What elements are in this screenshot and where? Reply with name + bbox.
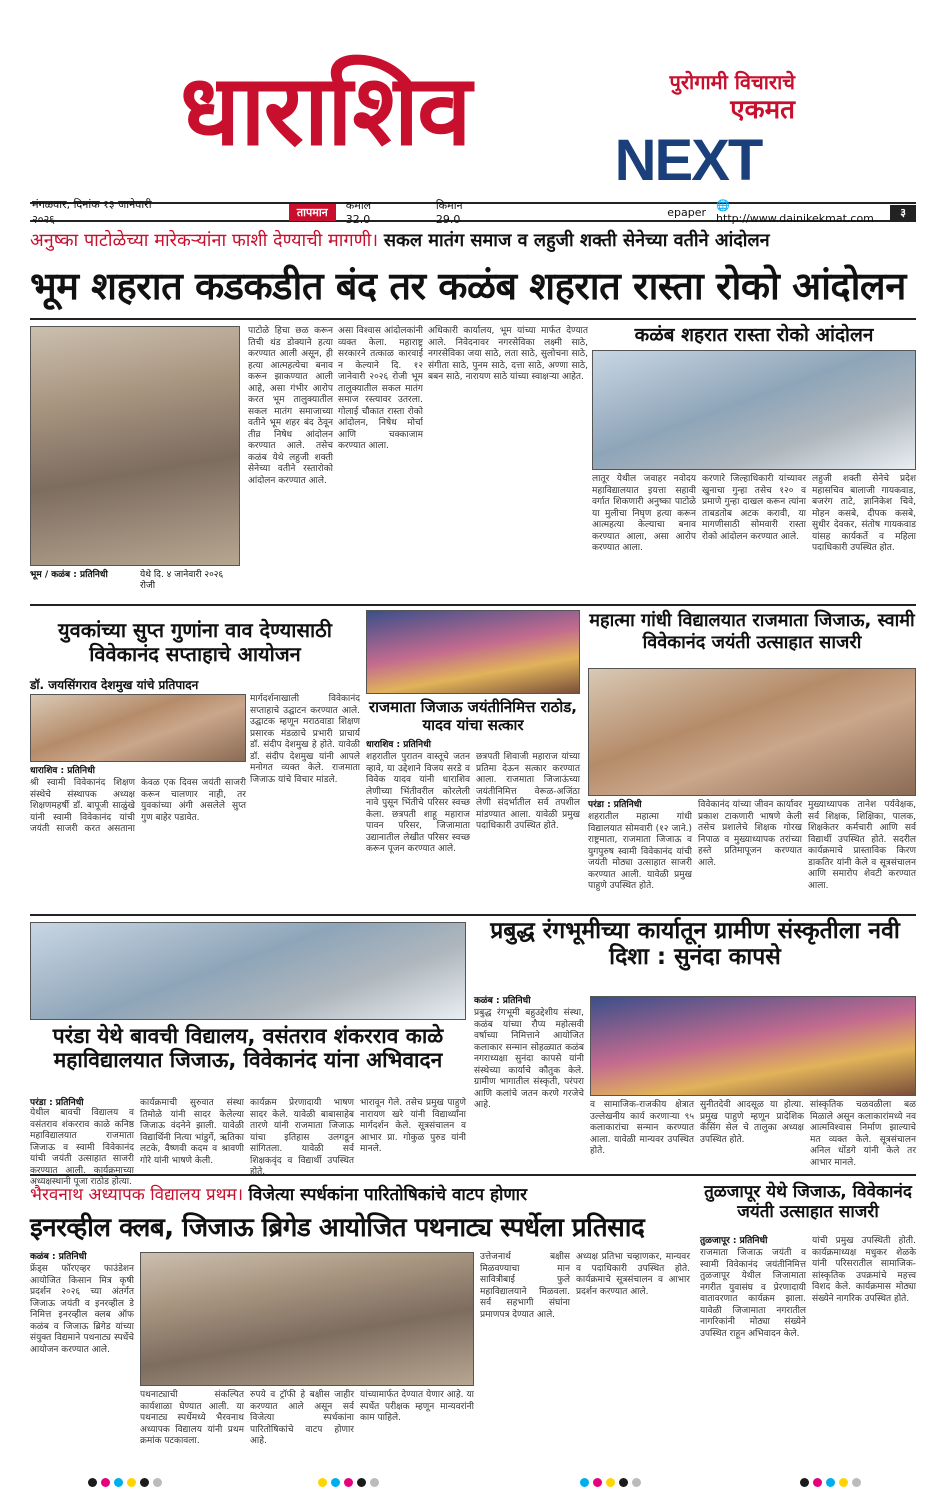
ticker-part-2: सकल मातंग समाज व लहुजी शक्ती सेनेच्या वतीने आंदोलन xyxy=(383,230,770,251)
story5-headline: परंडा येथे बावची विद्यालय, वसंतराव शंकरराव काळे महाविद्यालयात जिजाऊ, विवेकानंद यांना अभिवादन xyxy=(52,1024,444,1073)
story7-byline: कळंब : प्रतिनिधी xyxy=(30,1252,87,1262)
story3-headline: राजमाता जिजाऊ जयंतीनिमित्त राठोड, यादव यांचा सत्कार xyxy=(369,698,577,734)
story8-col-1: राजमाता जिजाऊ जयंती व स्वामी विवेकानंद जयंतीनिमित्त तुळजापूर येथील जिजामाता नगरीत युवासंघ व प्रेरणादायी वातावरणात कार्यक्रम झाला. यावेळी जिजामाता नगरातील नागरिकांनी मोठ्या संख्येने उपस्थित राहून अभिवादन केले. xyxy=(700,1248,806,1339)
story1-col-3: अधिकारी कार्यालय, भूम यांच्या मार्फत देण्यात आले. निवेदनावर नगरसेविका लक्ष्मी साठे, नगरसेविका जया साठे, लता साठे, सुलोचना साठे, संगीता साठे, पुनम साठे, दत्ता साठे, अण्णा साठे, बबन साठे, नारायण साठे यांच्या स्वाक्षऱ्या आहेत. xyxy=(428,326,588,383)
story1-inset-headline: कळंब शहरात रास्ता रोको आंदोलन xyxy=(634,324,874,346)
max-temperature: कमाल 32.0 xyxy=(345,199,372,226)
story4-byline: परंडा : प्रतिनिधी xyxy=(588,800,642,810)
story5-photo xyxy=(30,922,466,1020)
story5-col-2: कार्यक्रमाची सुरुवात संस्था तिमोळे यांनी सादर केलेल्या जिजाऊ वंदनेने झाली. यावेळी विद्यार्थिनी नित्या भांडुर्गे, ऋतिका लटके, वैष्णवी कदम व श्रावणी गोरे यांनी भाषणे केली. xyxy=(140,1098,244,1166)
story5-col-4: भारावून गेले. तसेच प्रमुख पाहुणे नारायण खरे यांनी विद्यार्थ्यांना मार्गदर्शन केले. सूत्रसंचालन व आभार प्रा. गोकुळ पुरुड यांनी मानले. xyxy=(360,1098,466,1155)
story6-photo xyxy=(590,996,916,1096)
masthead-tagline: पुरोगामी विचाराचे xyxy=(669,70,795,94)
main-headline: भूम शहरात कडकडीत बंद तर कळंब शहरात रास्ता रोको आंदोलन xyxy=(30,264,906,308)
story6-col-2: व सामाजिक-राजकीय क्षेत्रात उल्लेखनीय कार्य करणाऱ्या ९५ कलाकारांचा सन्मान करण्यात आला. यावेळी मान्यवर उपस्थित होते. xyxy=(590,1100,694,1157)
story3-col-2: छत्रपती शिवाजी महाराज यांच्या प्रतिमा देऊन सत्कार करण्यात आला. राजमाता जिजाऊंच्या जयंतीनिमित्त वेरूळ-अजिंठा लेणी संदर्भातील सर्व तपशील मांडण्यात आला. यावेळी प्रमुख पदाधिकारी उपस्थित होते. xyxy=(476,752,580,832)
story5-col-3: कार्यक्रम प्रेरणादायी भाषण सादर केले. यावेळी बाबासाहेब तारणे यांनी राजमाता जिजाऊ यांचा इतिहास उलगडून सांगितला. यावेळी सर्व शिक्षकवृंद व विद्यार्थी उपस्थित होते. xyxy=(250,1098,354,1178)
issue-date: मंगळवार, दिनांक १३ जानेवारी २०२६ xyxy=(32,198,152,226)
story8-col-2: यांची प्रमुख उपस्थिती होती. कार्यक्रमाध्यक्ष मधुकर शेळके यांनी परिसरातील सामाजिक-सांस्कृतिक उपक्रमांचे महत्त्व विशद केले. कार्यक्रमास मोठ्या संख्येने नागरिक उपस्थित होते. xyxy=(812,1236,916,1304)
story5-col-1: येथील बावची विद्यालय व वसंतराव शंकरराव काळे कनिष्ठ महाविद्यालयात राजमाता जिजाऊ व स्वामी विवेकानंद यांची जयंती उत्साहात साजरी करण्यात आली. कार्यक्रमाच्या अध्यक्षस्थानी पूजा राठोड होत्या. xyxy=(30,1108,134,1188)
masthead-brand-ekmat: एकमत xyxy=(730,95,795,125)
story8-byline: तुळजापूर : प्रतिनिधी xyxy=(700,1236,768,1246)
globe-icon: 🌐 xyxy=(716,199,730,212)
next-logo xyxy=(581,128,795,192)
story7-headline: इनरव्हील क्लब, जिजाऊ ब्रिगेड आयोजित पथनाट्य स्पर्धेला प्रतिसाद xyxy=(30,1213,645,1243)
registration-dots-left xyxy=(88,1478,162,1487)
story2-photo xyxy=(30,694,246,762)
story7-col-1: फ्रेंड्स फॉरएव्हर फाउंडेशन आयोजित किसान मित्र कृषी प्रदर्शन २०२६ च्या अंतर्गत जिजाऊ जयंती व इनरव्हील डे निमित्त इनरव्हील क्लब ऑफ कळंब व जिजाऊ ब्रिगेड यांच्या संयुक्त विद्यमाने पथनाट्य स्पर्धेचे आयोजन करण्यात आले. xyxy=(30,1264,134,1355)
story3-col-1: शहरातील पुरातन वास्तूचे जतन व्हावे, या उद्देशाने विजय सरडे व विवेक यादव यांनी धाराशिव लेणीच्या भिंतीवरील कोरलेली नावे पुसून भिंतीचे परिसर स्वच्छ केला. छत्रपती शाहू महाराज पावन परिसर, जिजामाता उद्यानातील लेखीत परिसर स्वच्छ करून पूजन करण्यात आले. xyxy=(366,752,470,855)
story2-subhead: डॉ. जयसिंगराव देशमुख यांचे प्रतिपादन xyxy=(30,678,199,692)
ticker-part-1: अनुष्का पाटोळेच्या मारेकऱ्यांना फाशी देण्याची मागणी। xyxy=(30,230,379,251)
website-url[interactable] xyxy=(716,199,880,225)
story7-col-5: उत्तेजनार्थ बक्षीस मिळवण्याचा मान सावित्रीबाई फुले महाविद्यालयाने मिळवला. सर्व सहभागी संघांना प्रमाणपत्र देण्यात आले. xyxy=(480,1252,570,1320)
story2-col-2: मार्गदर्शनाखाली विवेकानंद सप्ताहाचे उद्घाटन करण्यात आले. उद्घाटक म्हणून मराठवाडा शिक्षण प्रसारक मंडळाचे प्रभारी प्राचार्य डॉ. संदीप देशमुख हे होते. यावेळी डॉ. संदीप देशमुख यांनी आपले मनोगत व्यक्त केले. राजमाता जिजाऊ यांचे विचार मांडले. xyxy=(250,694,360,785)
story1-col-4: लातूर येथील जवाहर नवोदय महाविद्यालयात इयत्ता सहावी वर्गात शिकणारी अनुष्का पाटोळे या मुलीचा निघृण हत्या करून आत्महत्या केल्याचा बनाव करण्यात आला, असा आरोप करण्यात आला. xyxy=(592,474,696,554)
story1-col-1: पाटोळे हिचा छळ करून तिची थंड डोक्याने हत्या करण्यात आली असून, ही हत्या आत्महत्येचा बनाव करून झाकण्यात आली आहे, असा गंभीर आरोप करत भूम तालुक्यातील सकल मातंग समाजाच्या वतीने भूम शहर बंद ठेवून तीव्र निषेध आंदोलन करण्यात आले. तसेच कळंब येथे लहुजी शक्ती सेनेच्या वतीने रस्तारोको आंदोलन करण्यात आले. xyxy=(248,326,333,486)
story6-byline: कळंब : प्रतिनिधी xyxy=(474,996,531,1006)
story2-byline: धाराशिव : प्रतिनिधी xyxy=(30,766,95,776)
story4-headline: महात्मा गांधी विद्यालयात राजमाता जिजाऊ, स्वामी विवेकानंद जयंती उत्साहात साजरी xyxy=(589,610,915,653)
story7-col-6: अध्यक्ष प्रतिभा चव्हाणकर, मान्यवर व पदाधिकारी उपस्थित होते. कार्यक्रमाचे सूत्रसंचालन व आभार प्रदर्शन करण्यात आले. xyxy=(576,1252,690,1297)
story4-photo xyxy=(588,668,916,796)
temperature-label: तापमान xyxy=(289,204,336,221)
min-temperature: किमान 29.0 xyxy=(435,199,463,226)
story6-headline: प्रबुद्ध रंगभूमीच्या कार्यातून ग्रामीण संस्कृतीला नवी दिशा : सुनंदा कापसे xyxy=(490,918,900,971)
masthead-title: धाराशिव xyxy=(180,54,470,168)
page-number: ३ xyxy=(890,205,916,220)
story3-photo xyxy=(366,610,580,694)
ticker2-part-1: भैरवनाथ अध्यापक विद्यालय प्रथम। xyxy=(30,1185,244,1205)
story7-photo xyxy=(140,1252,474,1386)
story1-caption-left: भूम / कळंब : प्रतिनिधी xyxy=(30,570,108,580)
story6-col-3: सुनीतदेवी आदसूळ या होत्या. प्रमुख पाहुणे म्हणून प्रादेशिक कॅसिंग सेल चे तालुका अध्यक्ष उपस्थित होते. xyxy=(700,1100,804,1145)
story3-byline: धाराशिव : प्रतिनिधी xyxy=(366,740,431,750)
story2-headline: युवकांच्या सुप्त गुणांना वाव देण्यासाठी विवेकानंद सप्ताहाचे आयोजन xyxy=(58,618,332,666)
story5-byline: परंडा : प्रतिनिधी xyxy=(30,1098,84,1108)
story6-col-1: प्रबुद्ध रंगभूमी बहुउद्देशीय संस्था, कळंब यांच्या रौप्य महोत्सवी वर्षाच्या निमित्ताने आयोजित कलाकार सन्मान सोहळ्यात कळंब नगराध्यक्षा सुनंदा कापसे यांनी संस्थेच्या कार्याचे कौतुक केले. ग्रामीण भागातील संस्कृती, परंपरा आणि कलांचे जतन करणे गरजेचे आहे. xyxy=(474,1008,584,1111)
top-ticker xyxy=(30,228,916,252)
story6-col-4: सांस्कृतिक चळवळीला बळ मिळाले असून कलाकारांमध्ये नव आत्मविश्वास निर्माण झाल्याचे मत व्यक्त केले. सूत्रसंचालन अनिल धोंडगे यांनी केले तर आभार मानले. xyxy=(810,1100,916,1168)
website-url-text: http://www.dainikekmat.com xyxy=(716,212,874,225)
epaper-label: epaper xyxy=(667,205,707,219)
story4-col-1: शहरातील महात्मा गांधी विद्यालयात सोमवारी (१२ जाने.) राष्ट्रमाता, राजमाता जिजाऊ व युगपुरुष स्वामी विवेकानंद यांची जयंती मोठ्या उत्साहात साजरी करण्यात आली. यावेळी प्रमुख पाहुणे उपस्थित होते. xyxy=(588,812,692,892)
story8-headline: तुळजापूर येथे जिजाऊ, विवेकानंद जयंती उत्साहात साजरी xyxy=(704,1182,912,1223)
ticker2-part-2: विजेत्या स्पर्धकांना पारितोषिकांचे वाटप होणार xyxy=(248,1185,528,1205)
story1-col-6: लहुजी शक्ती सेनेचे प्रदेश महासचिव बालाजी गायकवाड, बजरंग ताटे, ज्ञानिकेश चिवे, मोहन कसबे, दीपक कसबे, सुधीर देवकर, संतोष गायकवाड यांसह कार्यकर्ते व महिला पदाधिकारी उपस्थित होत. xyxy=(812,474,916,554)
story4-col-3: मुख्याध्यापक तानेश पर्यवेक्षक, सर्व शिक्षक, शिक्षिका, पालक, शिक्षकेतर कर्मचारी आणि सर्व विद्यार्थी उपस्थित होते. सदरील कार्यक्रमाचे प्रास्ताविक किरण डाकतिर यांनी केले व सूत्रसंचालन आणि समारोप शेवटी करण्यात आला. xyxy=(808,800,916,891)
info-bar xyxy=(30,198,916,226)
story1-col-2: असा विश्वास आंदोलकांनी व्यक्त केला. महाराष्ट्र सरकारने तत्काळ कारवाई न केल्याने दि. १२ जानेवारी २०२६ रोजी भूम तालुक्यातील सकल मातंग समाज रस्त्यावर उतरला. गोलाई चौकात रास्ता रोको आंदोलन, निषेध मोर्चा आणि चक्काजाम करण्यात आला. xyxy=(338,326,423,452)
story7-col-3: रुपये व ट्रॉफी हे बक्षीस जाहीर करण्यात आले असून सर्व विजेत्या स्पर्धकांना पारितोषिकांचे वाटप होणार आहे. xyxy=(250,1390,354,1447)
next-logo-text: NEXT xyxy=(614,127,762,193)
bottom-ticker xyxy=(30,1182,690,1205)
story2-col-1: श्री स्वामी विवेकानंद शिक्षण संस्थेचे संस्थापक अध्यक्ष शिक्षणमहर्षी डॉ. बापूजी साळुंखे यांनी स्वामी विवेकानंद यांची जयंती साजरी करत असताना केवळ एक दिवस जयंती साजरी करून चालणार नाही, तर युवकांच्या अंगी असलेले सुप्त गुण बाहेर पडावेत. xyxy=(30,778,246,835)
story7-col-2: पथनाट्याची संकल्पित कार्यशाळा घेण्यात आली. या पथनाट्य स्पर्धेमध्ये भैरवनाथ अध्यापक विद्यालय यांनी प्रथम क्रमांक पटकावला. xyxy=(140,1390,244,1447)
story1-col-5: करणारे जिल्हाधिकारी यांच्यावर खुनाचा गुन्हा तसेच १२० व प्रमाणे गुन्हा दाखल करून त्यांना ताबडतोब अटक करावी, या मागणीसाठी सोमवारी रास्ता रोको आंदोलन करण्यात आले. xyxy=(702,474,806,542)
registration-dots-right xyxy=(800,1478,861,1487)
story4-col-2: विवेकानंद यांच्या जीवन कार्यावर प्रकाश टाकणारी भाषणे केली तसेच प्रशालेचे शिक्षक गोरख निपाळ व मुख्याध्यापक तरांच्या हस्ते प्रतिमापूजन करण्यात आले. xyxy=(698,800,802,868)
registration-dots-center-left xyxy=(318,1478,379,1487)
protest-photo-kalamb xyxy=(592,350,916,470)
registration-dots-center-right xyxy=(580,1478,641,1487)
protest-photo-bhum xyxy=(30,326,240,566)
story1-caption-right: येथे दि. ४ जानेवारी २०२६ रोजी xyxy=(140,570,224,591)
story7-col-4: यांच्यामार्फत देण्यात येणार आहे. या स्पर्धेत परीक्षक म्हणून मान्यवरांनी काम पाहिले. xyxy=(360,1390,474,1424)
